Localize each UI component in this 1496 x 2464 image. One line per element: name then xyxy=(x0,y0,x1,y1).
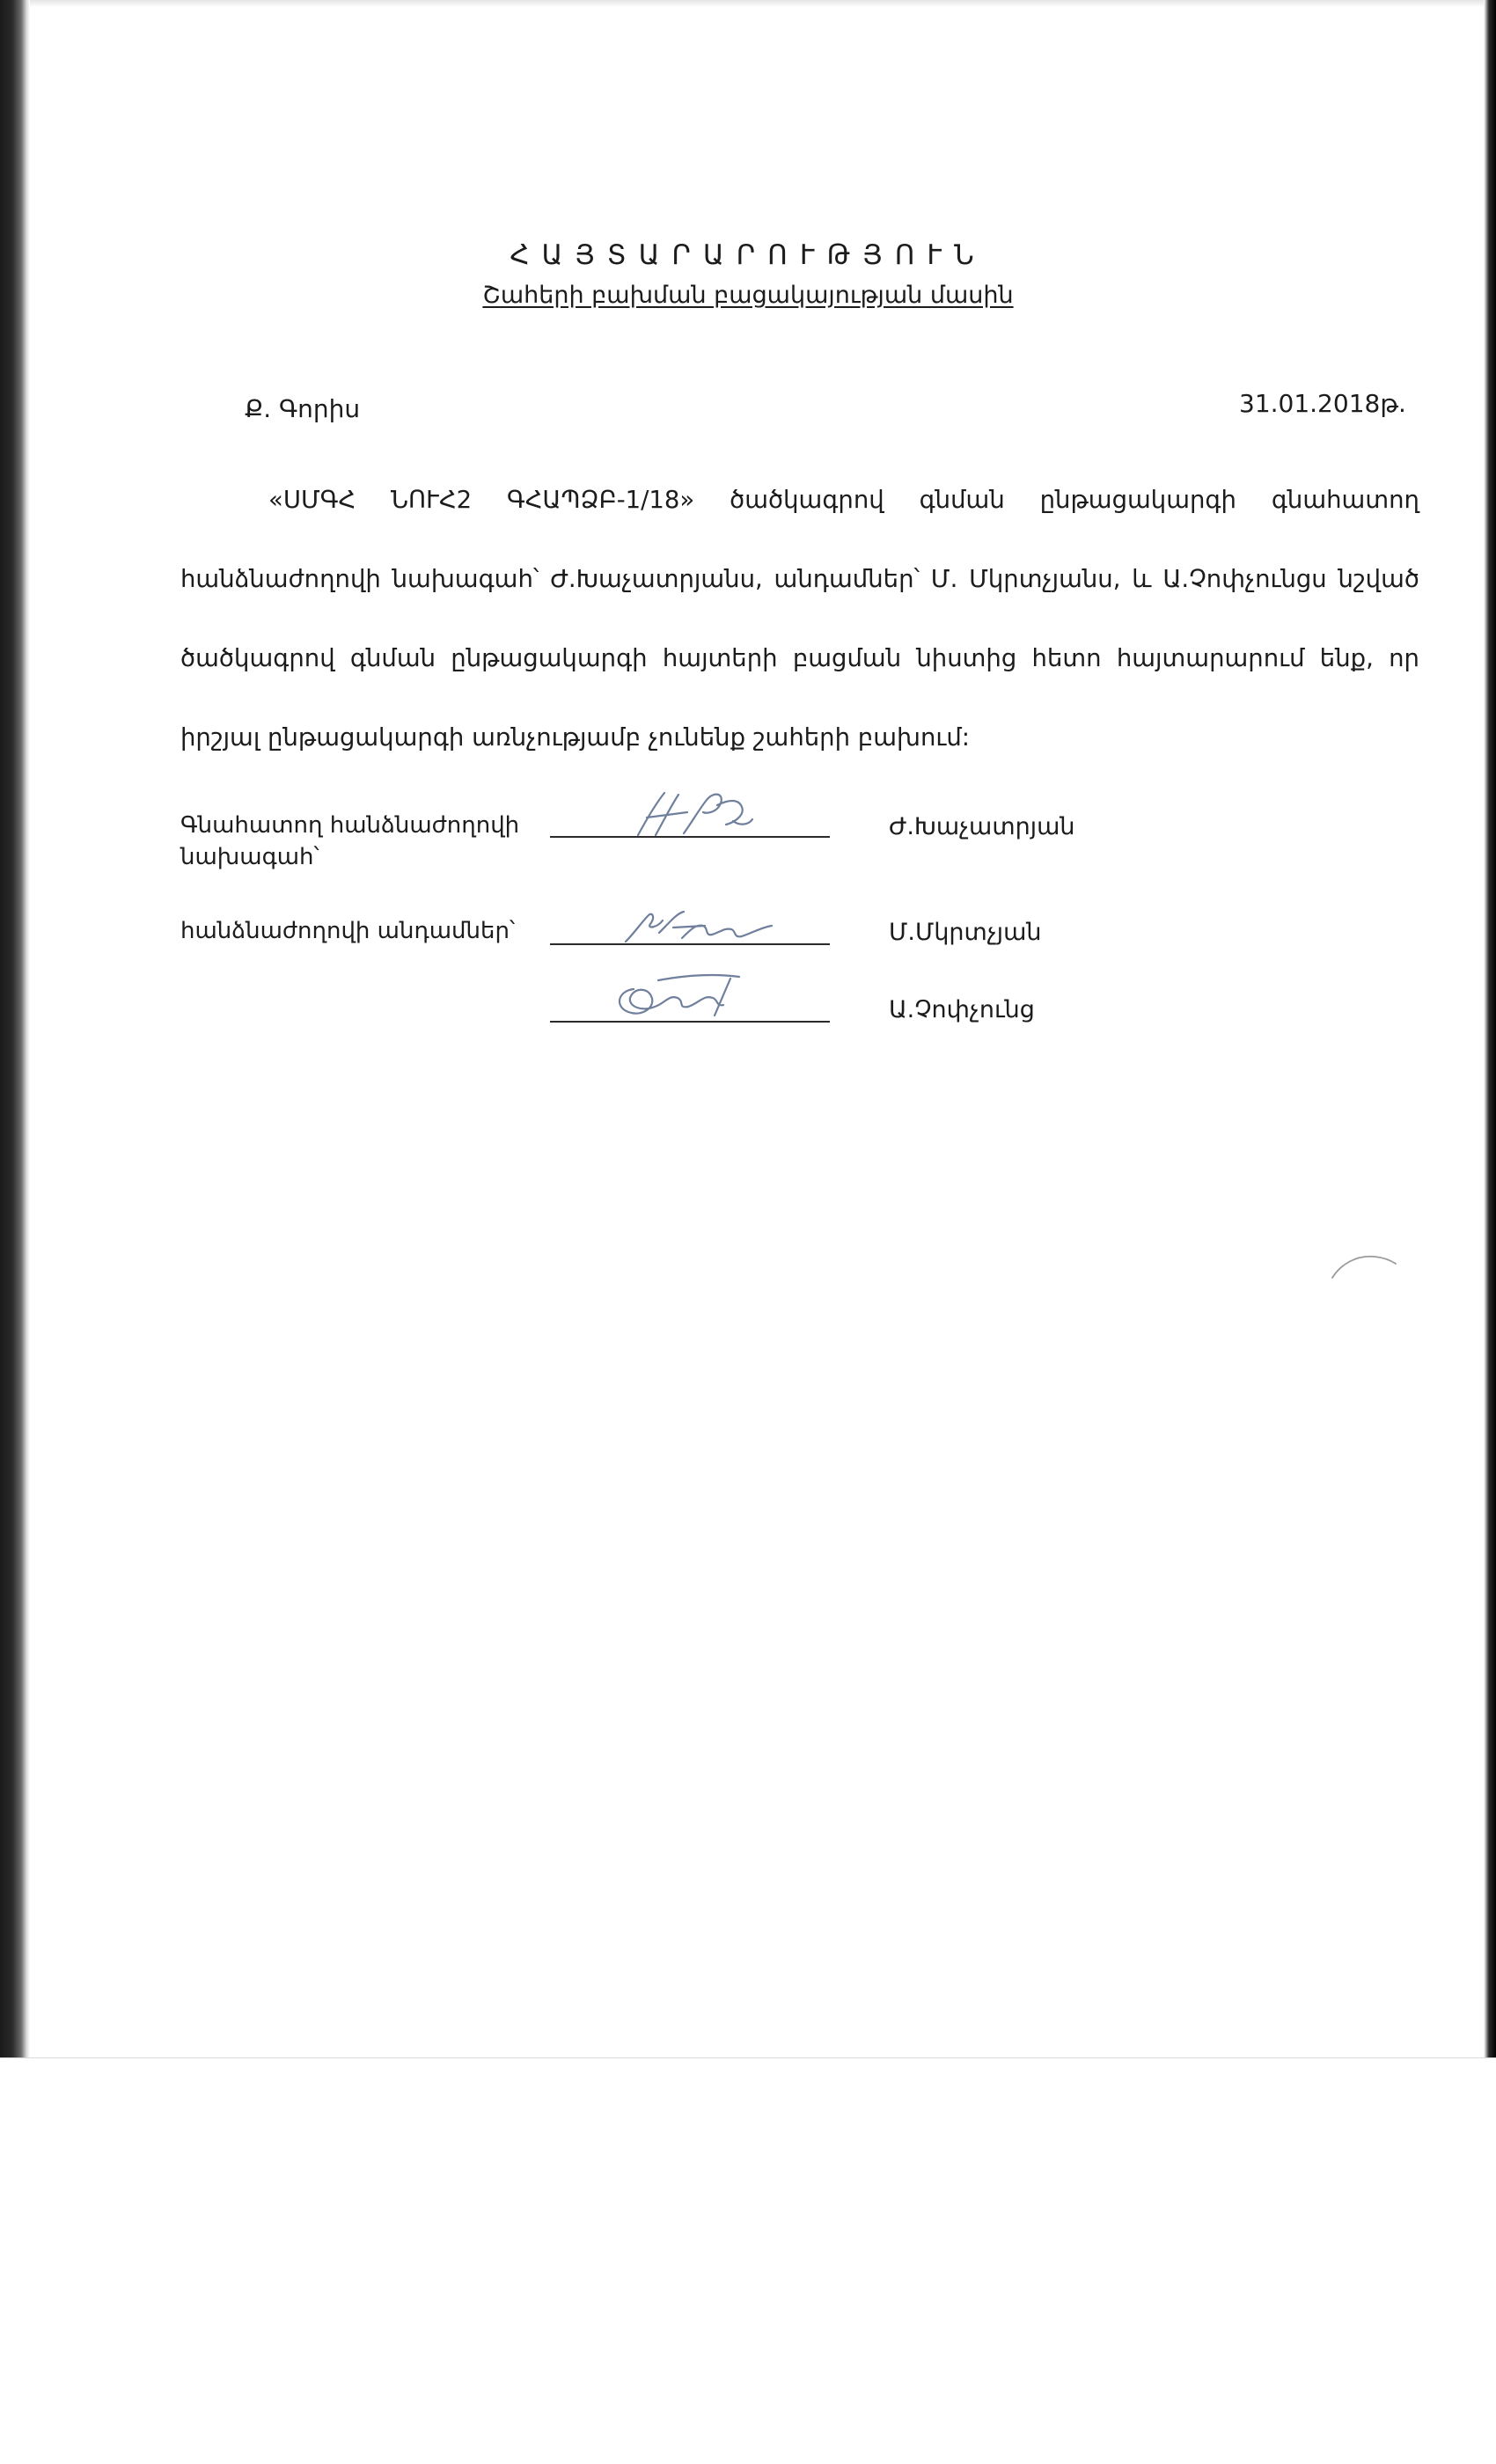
document-title: ՀԱՅՏԱՐԱՐՈՒԹՅՈՒՆ xyxy=(510,239,986,271)
document-body: «ՍՄԳՀ ՆՈՒՀ2 ԳՀԱՊՁԲ-1/18» ծածկագրով գնման ընթացակարգի գնահատող հանձնաժողովի նախագահ՝ Ժ.Խաչատրյանս, անդամներ՝ Մ. Մկրտչյանս, և Ա.Չոփչունցս նշված ծածկագրով գնման ընթացակարգի հայտերի բացման նիստից հետո հայտարարում ենք, որ իրշյալ ընթացակարգի առնչությամբ չունենք շահերի բախում: xyxy=(180,486,1419,752)
stray-pen-mark xyxy=(1329,1248,1399,1283)
chair-name: Ժ.Խաչատրյան xyxy=(889,813,1075,840)
member2-name: Ա.Չոփչունց xyxy=(889,996,1035,1023)
document-date: 31.01.2018թ. xyxy=(1239,389,1406,418)
document-place: Ք. Գորիս xyxy=(245,394,361,423)
member1-name: Մ.Մկրտչյան xyxy=(889,919,1042,946)
scan-edge-top xyxy=(30,0,1484,7)
member2-signature-image xyxy=(607,968,748,1023)
document-subtitle: Շահերի բախման բացակայության մասին xyxy=(482,282,1014,309)
member1-signature-image xyxy=(620,906,779,947)
chair-signature-image xyxy=(629,786,761,840)
members-label: հանձնաժողովի անդամներ՝ xyxy=(180,918,516,944)
chair-label: Գնահատող հանձնաժողովի նախագահ՝ xyxy=(180,812,520,870)
